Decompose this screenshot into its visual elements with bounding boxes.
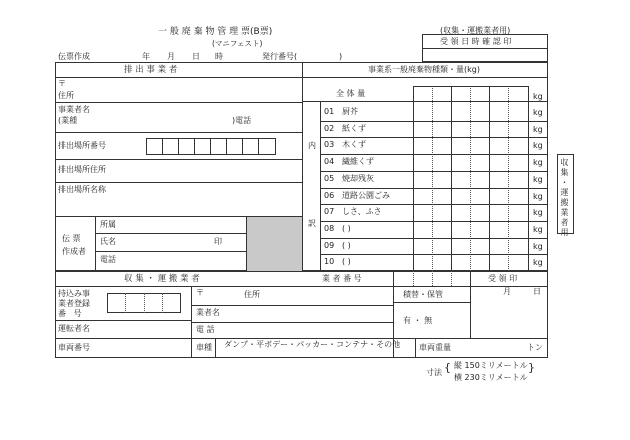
site-number-boxes[interactable] (146, 138, 276, 155)
waste-item-amount-cells[interactable] (414, 204, 528, 221)
issue-label: 伝票作成 (58, 52, 90, 61)
waste-item-name: 焼却残灰 (342, 173, 374, 183)
waste-item-name: 木くず (342, 140, 366, 150)
receipt-day: 日 (533, 287, 541, 296)
waste-item-unit: kg (533, 108, 543, 117)
receipt-seal-label: 受 領 印 (488, 274, 518, 283)
emitter-address-label: 住所 (58, 91, 74, 100)
waste-item-name: ( ) (342, 223, 351, 233)
waste-item-number: 10 (324, 257, 335, 267)
size-bracket-right: } (528, 361, 535, 374)
form-title: 一 般 廃 棄 物 管 理 票(B票) (158, 27, 273, 37)
transfer-yesno[interactable]: 有 ・ 無 (403, 316, 433, 325)
name-label: 氏名 (100, 237, 116, 246)
creator-label: 伝 票 作成者 (62, 234, 86, 256)
waste-item-number: 01 (324, 107, 335, 116)
collector-company-label: 業者名 (196, 308, 220, 317)
issue-day: 日 (192, 52, 200, 61)
industry-label: (業種 (58, 116, 78, 125)
side-tab-label: 収集・運搬業者用 (560, 158, 569, 238)
size-bracket-left: { (444, 361, 451, 374)
waste-item-unit: kg (533, 224, 543, 234)
site-address-label: 排出場所住所 (58, 165, 106, 174)
waste-item-amount-cells[interactable] (414, 254, 528, 271)
waste-item-unit: kg (533, 174, 543, 184)
transfer-label: 積替・保管 (403, 290, 443, 299)
waste-item-unit: kg (533, 208, 543, 218)
breakdown-label-1: 内 (308, 141, 316, 150)
form-subtitle: (マニフェスト) (212, 39, 263, 48)
waste-item-number: 05 (324, 173, 335, 183)
waste-item-number: 04 (324, 157, 335, 167)
size-height: 縦 150ミリメートル (454, 361, 528, 370)
waste-item-amount-cells[interactable] (414, 238, 528, 255)
waste-item-unit: kg (533, 124, 543, 134)
issue-hour: 時 (215, 52, 223, 61)
waste-item-name: ( ) (342, 240, 351, 250)
registration-label: 持込み事 業者登録 番 号 (58, 289, 90, 318)
issue-no-close: ) (339, 52, 343, 61)
total-unit: kg (533, 92, 543, 101)
issue-year: 年 (142, 52, 150, 61)
vehicle-weight-label: 車両重量 (419, 343, 451, 352)
vehicle-kinds[interactable]: ダンプ・平ボデー・パッカー・コンテナ・その他 (224, 340, 401, 349)
waste-item-amount-cells[interactable] (414, 221, 528, 238)
operator-number-label: 業 者 番 号 (322, 274, 362, 283)
receipt-month: 月 (503, 287, 511, 296)
phone-label: 電話 (100, 255, 116, 264)
waste-item-number: 08 (324, 223, 335, 233)
waste-item-amount-cells[interactable] (414, 137, 528, 154)
vehicle-type-label: 車種 (196, 343, 212, 352)
dept-label: 所属 (100, 220, 116, 229)
waste-item-number: 07 (324, 207, 335, 217)
gray-seal-area (247, 217, 302, 271)
collector-phone-label: 電 話 (196, 325, 215, 334)
size-width: 横 230ミリメートル (454, 373, 528, 382)
waste-item-number: 02 (324, 123, 335, 133)
vehicle-weight-unit: トン (527, 343, 543, 352)
breakdown-label-2: 訳 (308, 219, 316, 228)
waste-item-name: 厨芥 (342, 107, 358, 116)
business-name-label: 事業者名 (58, 105, 90, 114)
waste-item-amount-cells[interactable] (414, 188, 528, 205)
waste-section-title: 事業系一般廃棄物種類・量(kg) (368, 65, 480, 74)
waste-item-name: 繊維くず (342, 157, 374, 167)
collector-postal: 〒 (196, 288, 204, 297)
waste-item-amount-cells[interactable] (414, 121, 528, 138)
total-label: 全 体 量 (336, 89, 366, 98)
waste-item-name: 道路公園ごみ (342, 190, 390, 200)
collector-section-title: 収 集 ・ 運 搬 業 者 (124, 274, 200, 284)
waste-item-number: 06 (324, 190, 335, 200)
copy-label: (収集・運搬業者用) (440, 26, 511, 35)
industry-phone-label: )電話 (232, 116, 252, 125)
waste-item-number: 03 (324, 140, 335, 150)
emitter-section-title: 排 出 事 業 者 (124, 65, 178, 75)
waste-item-amount-cells[interactable] (414, 171, 528, 188)
issue-no-label: 発行番号( (262, 52, 298, 61)
waste-item-name: 紙くず (342, 123, 366, 133)
waste-item-unit: kg (533, 241, 543, 251)
receipt-confirm-label: 受 領 日 時 確 認 印 (440, 37, 512, 46)
waste-item-unit: kg (533, 258, 543, 268)
seal-mark: 印 (214, 237, 222, 246)
site-name-label: 排出場所名称 (58, 185, 106, 194)
waste-item-amount-cells[interactable] (414, 154, 528, 171)
driver-label: 運転者名 (58, 324, 90, 333)
waste-item-amount-cells[interactable] (414, 104, 528, 121)
site-number-label: 排出場所番号 (58, 141, 106, 150)
vehicle-number-label: 車両番号 (58, 343, 90, 352)
issue-month: 月 (167, 52, 175, 61)
waste-item-unit: kg (533, 141, 543, 151)
waste-item-unit: kg (533, 191, 543, 201)
size-label: 寸法 (426, 368, 442, 377)
waste-item-name: しさ、ふさ (342, 207, 382, 217)
waste-item-number: 09 (324, 240, 335, 250)
waste-item-name: ( ) (342, 257, 351, 267)
collector-address-label: 住所 (244, 290, 260, 299)
waste-item-unit: kg (533, 158, 543, 168)
emitter-postal: 〒 (58, 79, 66, 88)
